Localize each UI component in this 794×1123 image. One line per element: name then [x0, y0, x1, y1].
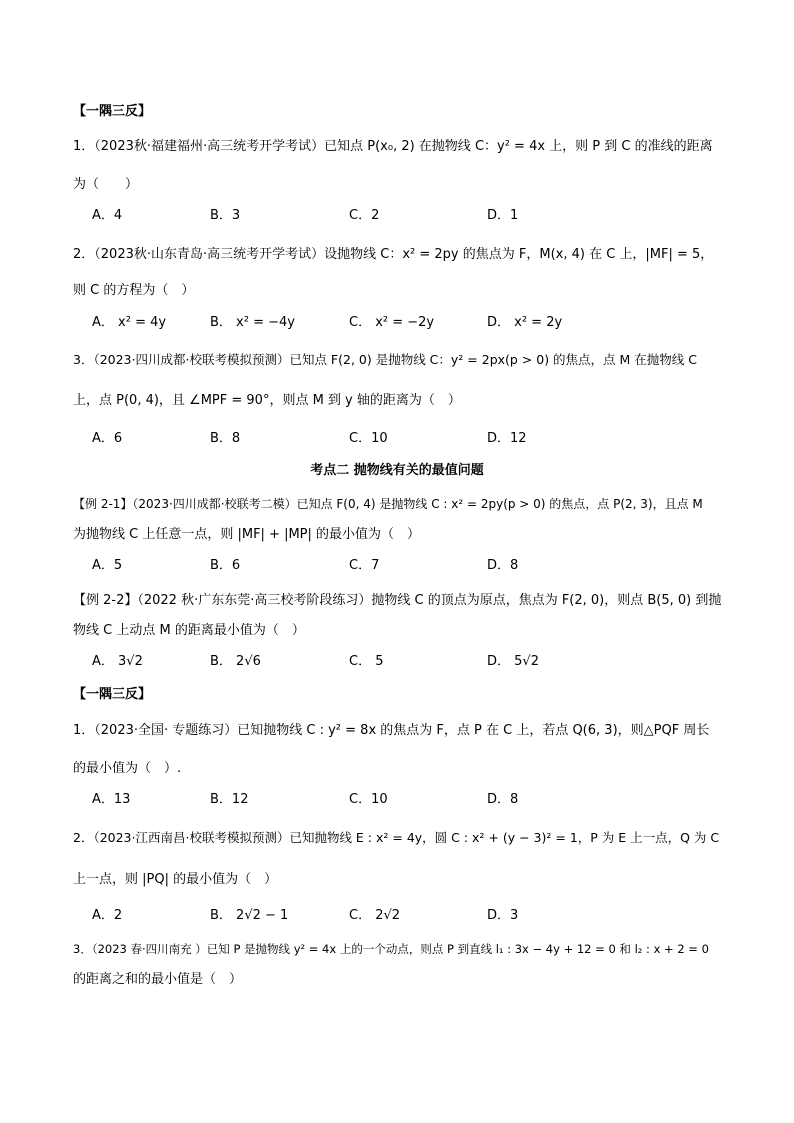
option-b: B． 2√2 − 1: [210, 908, 289, 923]
option-d: D．8: [487, 558, 519, 573]
section-heading: 【一隅三反】: [73, 104, 152, 119]
section-heading: 【一隅三反】: [73, 687, 152, 702]
question-3-options: [92, 429, 742, 449]
practice-2-line-2: 上一点，则 |PQ| 的最小值为（ ）: [73, 872, 278, 887]
example-2-1-options: [92, 556, 742, 576]
option-a: A．13: [92, 792, 131, 807]
option-b: B．3: [210, 208, 241, 223]
option-d: D． 5√2: [487, 654, 539, 669]
practice-1-line-2: 的最小值为（ ）.: [73, 761, 182, 776]
practice-2-line-1: 2．（2023·江西南昌·校联考模拟预测）已知抛物线 E : x² = 4y，圆 C : x² + (y − 3)² = 1，P 为 E 上一点，Q 为 C: [73, 830, 720, 845]
question-1-line-2: 为（ ）: [73, 177, 139, 192]
option-b: B． 2√6: [210, 654, 261, 669]
option-d: D．8: [487, 792, 519, 807]
option-b: B．12: [210, 792, 249, 807]
option-d: D． x² = 2y: [487, 315, 563, 330]
option-d: D．1: [487, 208, 519, 223]
question-2-options: [92, 313, 742, 333]
question-1-options: [92, 206, 742, 226]
practice-3-line-2: 的距离之和的最小值是（ ）: [73, 972, 243, 987]
option-a: A． x² = 4y: [92, 315, 167, 330]
example-2-2-options: [92, 652, 742, 672]
example-2-2-line-1: 【例 2-2】（2022 秋·广东东莞·高三校考阶段练习）抛物线 C 的顶点为原点，焦点为 F(2, 0)，则点 B(5, 0) 到抛: [73, 593, 722, 608]
example-2-1-line-1: 【例 2-1】（2023·四川成都·校联考二模）已知点 F(0, 4) 是抛物线 C : x² = 2py(p > 0) 的焦点，点 P(2, 3)，且点 M: [73, 497, 703, 511]
option-d: D．12: [487, 431, 527, 446]
section-title: 考点二 抛物线有关的最值问题: [310, 463, 484, 478]
question-2-line-1: 2．（2023秋·山东青岛·高三统考开学考试）设抛物线 C：x² = 2py 的焦点为 F，M(x, 4) 在 C 上，|MF| = 5，: [73, 247, 714, 262]
option-c: C． 2√2: [349, 908, 401, 923]
option-a: A．4: [92, 208, 123, 223]
question-1-line-1: 1．（2023秋·福建福州·高三统考开学考试）已知点 P(x₀, 2) 在抛物线 C：y² = 4x 上，则 P 到 C 的准线的距离: [73, 139, 713, 154]
option-b: B． x² = −4y: [210, 315, 295, 330]
practice-3-line-1: 3．（2023 春·四川南充 ）已知 P 是抛物线 y² = 4x 上的一个动点，则点 P 到直线 l₁ : 3x − 4y + 12 = 0 和 l₂ : x + 2 = 0: [73, 942, 709, 956]
option-a: A．2: [92, 908, 123, 923]
option-a: A． 3√2: [92, 654, 143, 669]
example-2-1-line-2: 为抛物线 C 上任意一点，则 |MF| + |MP| 的最小值为（ ）: [73, 527, 421, 542]
question-2-line-2: 则 C 的方程为（ ）: [73, 283, 195, 298]
option-d: D．3: [487, 908, 519, 923]
option-b: B．6: [210, 558, 241, 573]
option-c: C．2: [349, 208, 380, 223]
example-2-2-line-2: 物线 C 上动点 M 的距离最小值为（ ）: [73, 623, 305, 638]
practice-1-line-1: 1．（2023·全国· 专题练习）已知抛物线 C : y² = 8x 的焦点为 F，点 P 在 C 上，若点 Q(6, 3)，则△PQF 周长: [73, 723, 710, 738]
option-b: B．8: [210, 431, 241, 446]
option-a: A．6: [92, 431, 123, 446]
option-c: C． 5: [349, 654, 384, 669]
question-3-line-1: 3．（2023·四川成都·校联考模拟预测）已知点 F(2, 0) 是抛物线 C：y² = 2px(p > 0) 的焦点，点 M 在抛物线 C: [73, 352, 697, 367]
practice-2-options: [92, 906, 742, 926]
option-a: A．5: [92, 558, 123, 573]
question-3-line-2: 上，点 P(0, 4)，且 ∠MPF = 90°，则点 M 到 y 轴的距离为（ ）: [73, 393, 461, 408]
option-c: C． x² = −2y: [349, 315, 435, 330]
option-c: C．7: [349, 558, 380, 573]
option-c: C．10: [349, 792, 388, 807]
practice-1-options: [92, 790, 742, 810]
option-c: C．10: [349, 431, 388, 446]
